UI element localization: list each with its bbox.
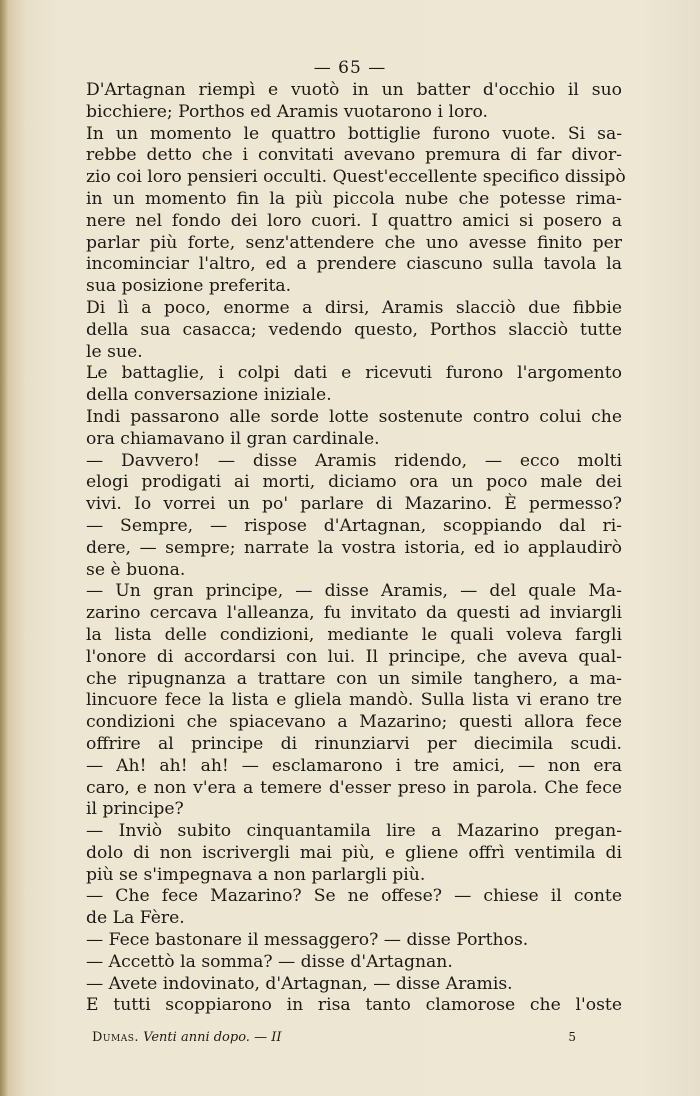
- text-line: D'Artagnan riempì e vuotò in un batter d'occhio il suo: [86, 80, 622, 100]
- text-line: l'onore di accordarsi con lui. Il principe, che aveva qual-: [86, 646, 622, 667]
- text-line: dolo di non iscrivergli mai più, e gliene offrì ventimila di: [86, 842, 622, 863]
- text-line: condizioni che spiacevano a Mazarino; questi allora fece: [86, 712, 622, 733]
- text-line: offrire al principe di rinunziarvi per diecimila scudi.: [86, 733, 622, 754]
- text-line: Indi passarono alle sorde lotte sostenute contro colui che: [86, 406, 622, 427]
- text-line: nere nel fondo dei loro cuori. I quattro amici si posero a: [86, 210, 622, 231]
- text-line: vivi. Io vorrei un po' parlare di Mazarino. È permesso?: [86, 494, 622, 515]
- text-line: che ripugnanza a trattare con un simile tanghero, a ma-: [86, 668, 622, 689]
- text-line: — Inviò subito cinquantamila lire a Mazarino pregan-: [86, 821, 622, 842]
- text-line: le sue.: [86, 341, 143, 362]
- text-line: E tutti scoppiarono in risa tanto clamorose che l'oste: [86, 995, 622, 1016]
- text-line: parlar più forte, senz'attendere che uno avesse finito per: [86, 232, 622, 253]
- text-line: In un momento le quattro bottiglie furono vuote. Si sa-: [86, 123, 622, 144]
- page-number: — 65 —: [313, 58, 387, 78]
- text-line: rebbe detto che i convitati avevano premura di far divor-: [86, 145, 622, 166]
- text-line: — Fece bastonare il messaggero? — disse Porthos.: [86, 930, 529, 951]
- text-line: se è buona.: [86, 559, 186, 580]
- text-line: — Davvero! — disse Aramis ridendo, — ecco molti: [86, 450, 622, 471]
- text-line: de La Fère.: [86, 908, 185, 929]
- text-line: sua posizione preferita.: [86, 276, 292, 297]
- text-line: zio coi loro pensieri occulti. Quest'eccellente specifico dissipò: [86, 167, 626, 188]
- text-line: — Avete indovinato, d'Artagnan, — disse Aramis.: [86, 973, 513, 994]
- text-line: più se s'impegnava a non parlargli più.: [86, 864, 426, 885]
- text-line: Le battaglie, i colpi dati e ricevuti furono l'argomento: [86, 363, 622, 384]
- text-line: — Accettò la somma? — disse d'Artagnan.: [86, 951, 453, 972]
- text-line: della sua casacca; vedendo questo, Porthos slacciò tutte: [86, 319, 622, 340]
- text-line: — Ah! ah! ah! — esclamarono i tre amici, — non era: [86, 755, 622, 776]
- text-line: — Un gran principe, — disse Aramis, — del quale Ma-: [86, 581, 622, 602]
- footer-title: Venti anni dopo. — II: [143, 1030, 282, 1045]
- footer-author: Dumas.: [92, 1030, 140, 1045]
- text-line: incominciar l'altro, ed a prendere ciascuno sulla tavola la: [86, 254, 622, 275]
- text-line: bicchiere; Porthos ed Aramis vuotarono i loro.: [86, 101, 489, 122]
- text-line: zarino cercava l'alleanza, fu invitato da questi ad inviargli: [86, 603, 622, 624]
- text-line: dere, — sempre; narrate la vostra istoria, ed io applaudirò: [86, 537, 622, 558]
- footer-signature: [92, 1030, 281, 1045]
- text-line: lincuore fece la lista e gliela mandò. Sulla lista vi erano tre: [86, 690, 622, 711]
- text-line: elogi prodigati ai morti, diciamo ora un poco male dei: [86, 472, 622, 493]
- body-text: [86, 80, 626, 1017]
- text-line: la lista delle condizioni, mediante le quali voleva fargli: [86, 624, 622, 645]
- text-line: il principe?: [86, 799, 184, 820]
- text-line: in un momento fin la più piccola nube che potesse rima-: [86, 188, 622, 209]
- text-line: della conversazione iniziale.: [86, 385, 332, 406]
- text-line: caro, e non v'era a temere d'esser preso in parola. Che fece: [86, 777, 622, 798]
- binding-shadow: [0, 0, 8, 1096]
- text-line: Di lì a poco, enorme a dirsi, Aramis slacciò due fibbie: [86, 297, 622, 318]
- text-line: — Sempre, — rispose d'Artagnan, scoppiando dal ri-: [86, 515, 622, 536]
- text-line: — Che fece Mazarino? Se ne offese? — chiese il conte: [86, 886, 622, 907]
- text-line: ora chiamavano il gran cardinale.: [86, 428, 380, 449]
- signature-mark: 5: [568, 1030, 576, 1044]
